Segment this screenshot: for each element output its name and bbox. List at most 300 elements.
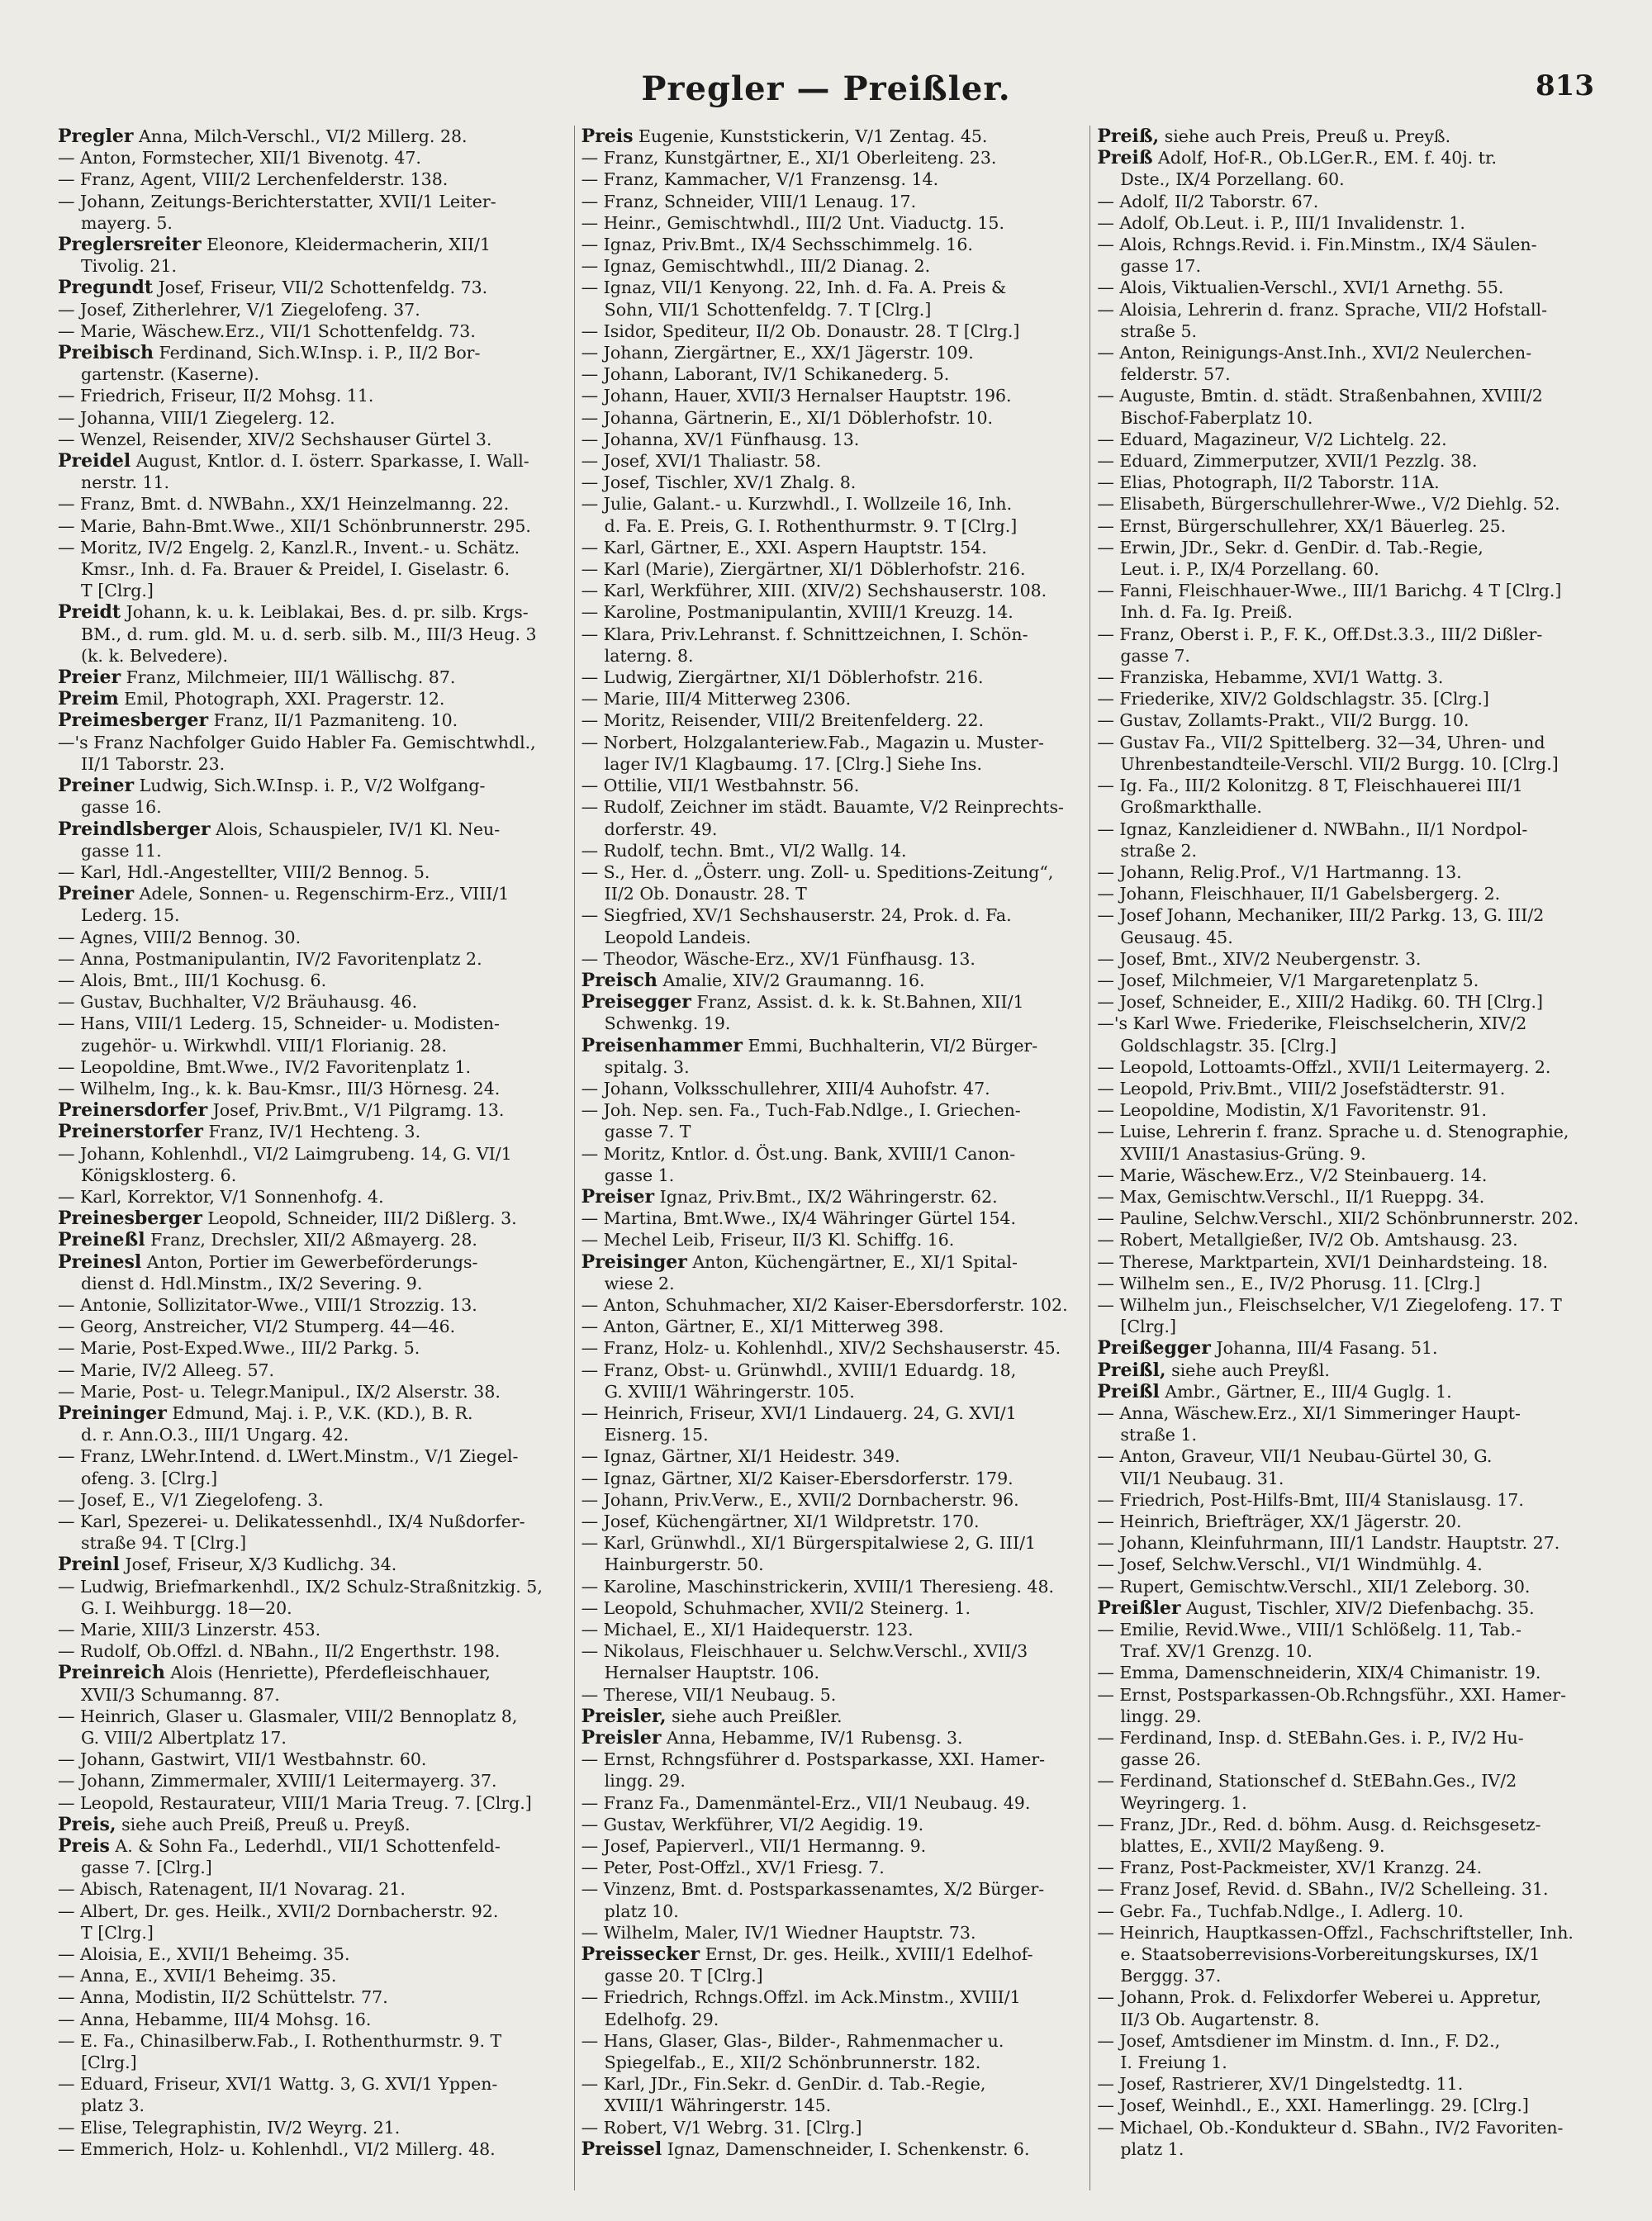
directory-entry-head bbox=[58, 667, 563, 688]
directory-entry-line bbox=[582, 753, 1079, 775]
entry-text: — Ignaz, Gärtner, XI/2 Kaiser-Ebersdorferstr. 179. bbox=[581, 1468, 1014, 1488]
directory-entry-line bbox=[58, 1445, 563, 1467]
entry-text: — Franz, Oberst i. P., F. K., Off.Dst.3.3., III/2 Dißler- bbox=[1097, 624, 1543, 644]
directory-entry-line bbox=[1097, 624, 1594, 645]
entry-text: — Franz, Kammacher, V/1 Franzensg. 14. bbox=[581, 169, 939, 190]
directory-entry-line bbox=[582, 601, 1079, 623]
surname-heading: Preinesberger bbox=[58, 1208, 202, 1230]
directory-entry-line bbox=[582, 515, 1079, 537]
entry-text: — Eduard, Friseur, XVI/1 Wattg. 3, G. XVI/1 Yppen- bbox=[58, 2074, 498, 2095]
directory-entry-head bbox=[1097, 1337, 1594, 1359]
entry-text: — Johann, Fleischhauer, II/1 Gabelsbergerg. 2. bbox=[1097, 884, 1501, 904]
entry-text: gasse 7. bbox=[1120, 645, 1190, 666]
entry-text: T [Clrg.] bbox=[81, 581, 154, 601]
entry-text: lingg. 29. bbox=[604, 1771, 686, 1792]
surname-heading: Preidel bbox=[58, 450, 131, 472]
entry-text: Eleonore, Kleidermacherin, XII/1 bbox=[201, 235, 491, 255]
entry-text: — Ig. Fa., III/2 Kolonitzg. 8 T, Fleischhauerei III/1 bbox=[1097, 776, 1523, 796]
entry-text: — Josef, Schneider, E., XIII/2 Hadikg. 60. TH [Clrg.] bbox=[1097, 992, 1543, 1013]
entry-text: Ignaz, Priv.Bmt., IX/2 Währingerstr. 62. bbox=[654, 1186, 998, 1207]
entry-text: — Anton, Schuhmacher, XI/2 Kaiser-Ebersdorferstr. 102. bbox=[581, 1294, 1068, 1315]
directory-entry-line bbox=[582, 2095, 1079, 2116]
directory-entry-line bbox=[582, 1445, 1079, 1467]
directory-entry-line bbox=[582, 1294, 1079, 1316]
directory-entry-line bbox=[1097, 861, 1594, 883]
entry-text: — Auguste, Bmtin. d. städt. Straßenbahnen, XVIII/2 bbox=[1097, 386, 1543, 406]
directory-entry-line bbox=[582, 1662, 1079, 1683]
directory-entry-line bbox=[582, 904, 1079, 926]
entry-text: — Pauline, Selchw.Verschl., XII/2 Schönbrunnerstr. 202. bbox=[1097, 1208, 1579, 1229]
directory-entry-head bbox=[58, 1554, 563, 1575]
entry-text: — Johann, Kleinfuhrmann, III/1 Landstr. Hauptstr. 27. bbox=[1097, 1533, 1560, 1554]
surname-heading: Pregundt bbox=[58, 277, 154, 299]
surname-heading: Preisler bbox=[581, 1727, 662, 1749]
directory-entry-line bbox=[582, 450, 1079, 472]
entry-text: G. XVIII/1 Währingerstr. 105. bbox=[604, 1381, 855, 1402]
entry-text: — Josef, XVI/1 Thaliastr. 58. bbox=[581, 451, 822, 472]
directory-entry-line bbox=[1097, 927, 1594, 948]
entry-text: — Johann, Kohlenhdl., VI/2 Laimgrubeng. 14, G. VI/1 bbox=[58, 1143, 512, 1164]
directory-entry-line bbox=[58, 2052, 563, 2073]
entry-text: — Johanna, Gärtnerin, E., XI/1 Döblerhofstr. 10. bbox=[581, 407, 994, 428]
directory-entry-head bbox=[58, 1229, 563, 1250]
entry-text: — Marie, Wäschew.Erz., VII/1 Schottenfeldg. 73. bbox=[58, 320, 476, 341]
entry-text: Anna, Hebamme, IV/1 Rubensg. 3. bbox=[661, 1728, 963, 1749]
directory-entry-line bbox=[582, 1749, 1079, 1770]
directory-entry-head bbox=[582, 1186, 1079, 1208]
entry-text: dienst d. Hdl.Minstm., IX/2 Severing. 9. bbox=[81, 1273, 423, 1293]
directory-entry-line bbox=[58, 1186, 563, 1208]
entry-text: — Ferdinand, Stationschef d. StEBahn.Ges., IV/2 bbox=[1097, 1771, 1517, 1792]
entry-text: wiese 2. bbox=[604, 1273, 675, 1293]
entry-text: — Wilhelm jun., Fleischselcher, V/1 Ziegelofeng. 17. T bbox=[1097, 1294, 1562, 1315]
entry-text: — S., Her. d. „Österr. ung. Zoll- u. Speditions-Zeitung“, bbox=[581, 861, 1054, 882]
directory-entry-line bbox=[1097, 1099, 1594, 1121]
entry-text: platz 3. bbox=[81, 2095, 145, 2116]
entry-text: — Franz, Kunstgärtner, E., XI/1 Oberleiteng. 23. bbox=[581, 148, 997, 168]
directory-entry-line bbox=[58, 407, 563, 429]
directory-entry-line bbox=[582, 363, 1079, 385]
directory-entry-head bbox=[58, 1835, 563, 1857]
entry-text: Amalie, XIV/2 Graumanng. 16. bbox=[657, 970, 925, 990]
directory-entry-head bbox=[1097, 1360, 1594, 1381]
directory-entry-line bbox=[582, 342, 1079, 363]
entry-text: — Karoline, Postmanipulantin, XVIII/1 Kreuzg. 14. bbox=[581, 602, 1014, 623]
entry-text: — Johann, Relig.Prof., V/1 Hartmanng. 13. bbox=[1097, 861, 1462, 882]
directory-entry-line bbox=[58, 1684, 563, 1706]
directory-entry-line bbox=[58, 1316, 563, 1337]
entry-text: — Moritz, Reisender, VIII/2 Breitenfelderg. 22. bbox=[581, 710, 985, 731]
entry-text: — Leopoldine, Modistin, X/1 Favoritenstr. 91. bbox=[1097, 1100, 1487, 1121]
entry-text: — Heinrich, Briefträger, XX/1 Jägerstr. 20. bbox=[1097, 1512, 1462, 1531]
entry-text: — Hans, VIII/1 Lederg. 15, Schneider- u. Modisten- bbox=[58, 1013, 500, 1034]
directory-entry-line bbox=[58, 796, 563, 818]
directory-entry-line bbox=[1097, 1662, 1594, 1683]
entry-text: gasse 20. T [Clrg.] bbox=[604, 1966, 763, 1986]
entry-text: — Josef Johann, Mechaniker, III/2 Parkg. 13, G. III/2 bbox=[1097, 905, 1545, 926]
directory-entry-line bbox=[582, 191, 1079, 212]
directory-entry-line bbox=[582, 429, 1079, 450]
entry-text: — Rudolf, Ob.Offzl. d. NBahn., II/2 Engerthstr. 198. bbox=[58, 1641, 501, 1662]
entry-text: — Leopold, Restaurateur, VIII/1 Maria Treug. 7. [Clrg.] bbox=[58, 1792, 532, 1813]
entry-text: Geusaug. 45. bbox=[1120, 927, 1233, 947]
directory-entry-line bbox=[1097, 1445, 1594, 1467]
directory-entry-line bbox=[1097, 234, 1594, 255]
directory-entry-line bbox=[1097, 1576, 1594, 1597]
directory-entry-line bbox=[1097, 493, 1594, 515]
running-head: Pregler — Preißler. bbox=[641, 69, 1011, 108]
entry-text: Tivolig. 21. bbox=[81, 256, 178, 277]
entry-text: straße 94. T [Clrg.] bbox=[81, 1533, 247, 1554]
entry-text: VII/1 Neubaug. 31. bbox=[1120, 1468, 1284, 1488]
surname-heading: Preis bbox=[58, 1835, 110, 1858]
entry-text: August, Kntlor. d. I. österr. Sparkasse, I. Wall- bbox=[131, 451, 529, 472]
entry-text: Traf. XV/1 Grenzg. 10. bbox=[1120, 1641, 1313, 1662]
directory-entry-line bbox=[1097, 2009, 1594, 2030]
directory-entry-line bbox=[58, 385, 563, 406]
entry-text: — Karl, JDr., Fin.Sekr. d. GenDir. d. Tab.-Regie, bbox=[581, 2074, 986, 2095]
entry-text: — Rupert, Gemischtw.Verschl., XII/1 Zeleborg. 30. bbox=[1097, 1576, 1531, 1597]
entry-text: Goldschlagstr. 35. [Clrg.] bbox=[1120, 1035, 1336, 1056]
directory-entry-line bbox=[58, 2138, 563, 2160]
directory-entry-line bbox=[1097, 1121, 1594, 1142]
directory-entry-line bbox=[1097, 472, 1594, 493]
entry-text: — Anton, Graveur, VII/1 Neubau-Gürtel 30, G. bbox=[1097, 1446, 1493, 1467]
directory-entry-line bbox=[582, 1468, 1079, 1489]
entry-text: — Marie, Post-Exped.Wwe., III/2 Parkg. 5. bbox=[58, 1338, 420, 1359]
directory-entry-line bbox=[582, 299, 1079, 320]
entry-text: I. Freiung 1. bbox=[1120, 2053, 1227, 2073]
directory-entry-line bbox=[1097, 320, 1594, 342]
directory-entry-line bbox=[58, 1013, 563, 1034]
entry-text: — Franz, Holz- u. Kohlenhdl., XIV/2 Sechshauserstr. 45. bbox=[581, 1338, 1061, 1359]
directory-entry-line bbox=[1097, 1554, 1594, 1575]
entry-text: — Josef, E., V/1 Ziegelofeng. 3. bbox=[58, 1489, 324, 1510]
directory-entry-line bbox=[582, 1489, 1079, 1511]
entry-text: — Friedrich, Rchngs.Offzl. im Ack.Minstm., XVIII/1 bbox=[581, 1987, 1021, 2008]
entry-text: — Franz, Obst- u. Grünwhdl., XVIII/1 Eduardg. 18, bbox=[581, 1360, 1017, 1380]
entry-text: — Josef, Weinhdl., E., XXI. Hamerlingg. 29. [Clrg.] bbox=[1097, 2095, 1529, 2116]
directory-entry-line bbox=[58, 1597, 563, 1619]
entry-text: — Ignaz, Priv.Bmt., IX/4 Sechsschimmelg. 16. bbox=[581, 235, 973, 255]
entry-text: — Julie, Galant.- u. Kurzwhdl., I. Wollzeile 16, Inh. bbox=[581, 494, 1013, 515]
entry-text: felderstr. 57. bbox=[1120, 364, 1231, 385]
directory-entry-head bbox=[58, 709, 563, 731]
directory-entry-line bbox=[1097, 255, 1594, 277]
surname-heading: Preidt bbox=[58, 601, 121, 624]
entry-text: Königsklosterg. 6. bbox=[81, 1165, 237, 1185]
entry-text: — Klara, Priv.Lehranst. f. Schnittzeichnen, I. Schön- bbox=[581, 624, 1028, 644]
directory-entry-line bbox=[1097, 1229, 1594, 1250]
directory-entry-line bbox=[1097, 1532, 1594, 1554]
entry-text: G. I. Weihburgg. 18—20. bbox=[81, 1597, 292, 1618]
entry-text: — Ignaz, VII/1 Kenyong. 22, Inh. d. Fa. A. Preis & bbox=[581, 278, 1007, 298]
entry-text: —'s Karl Wwe. Friederike, Fleischselcherin, XIV/2 bbox=[1097, 1013, 1527, 1034]
entry-text: dorferstr. 49. bbox=[604, 819, 718, 839]
entry-text: — Michael, Ob.-Kondukteur d. SBahn., IV/2 Favoriten- bbox=[1097, 2117, 1564, 2138]
entry-text: — Mechel Leib, Friseur, II/3 Kl. Schiffg. 16. bbox=[581, 1230, 955, 1250]
directory-entry-line bbox=[1097, 2052, 1594, 2073]
entry-text: XVIII/1 Währingerstr. 145. bbox=[604, 2095, 832, 2116]
entry-text: — Eduard, Magazineur, V/2 Lichtelg. 22. bbox=[1097, 429, 1447, 449]
entry-text: — Emilie, Revid.Wwe., VIII/1 Schlößelg. 11, Tab.- bbox=[1097, 1620, 1521, 1640]
directory-entry-line bbox=[582, 1922, 1079, 1943]
directory-entry-line bbox=[58, 1706, 563, 1727]
surname-heading: Preiß, bbox=[1097, 126, 1160, 147]
entry-text: — Robert, Metallgießer, IV/2 Ob. Amtshausg. 23. bbox=[1097, 1230, 1518, 1250]
directory-entry-line bbox=[1097, 515, 1594, 537]
surname-heading: Preinl bbox=[58, 1554, 120, 1576]
entry-text: — Aloisia, E., XVII/1 Beheimg. 35. bbox=[58, 1944, 350, 1965]
directory-entry-line bbox=[58, 558, 563, 580]
directory-entry-line bbox=[58, 2095, 563, 2116]
entry-text: — Franz, LWehr.Intend. d. LWert.Minstm., V/1 Ziegel- bbox=[58, 1446, 519, 1467]
directory-entry-head bbox=[58, 342, 563, 363]
directory-entry-line bbox=[58, 1878, 563, 1900]
directory-entry-head bbox=[582, 2138, 1079, 2160]
entry-text: — Therese, Marktpartein, XVI/1 Deinhardsteing. 18. bbox=[1097, 1251, 1548, 1272]
entry-text: — Siegfried, XV/1 Sechshauserstr. 24, Prok. d. Fa. bbox=[581, 905, 1012, 926]
directory-entry-line bbox=[58, 1273, 563, 1294]
entry-text: — Anton, Gärtner, E., XI/1 Mitterweg 398. bbox=[581, 1317, 944, 1337]
directory-entry-head bbox=[58, 883, 563, 904]
entry-text: — Leopoldine, Bmt.Wwe., IV/2 Favoritenplatz 1. bbox=[58, 1056, 472, 1077]
entry-text: — Ernst, Bürgerschullehrer, XX/1 Bäuerleg. 25. bbox=[1097, 515, 1507, 536]
entry-text: — Johann, Volksschullehrer, XIII/4 Auhofstr. 47. bbox=[581, 1078, 990, 1099]
surname-heading: Preißl, bbox=[1097, 1359, 1166, 1381]
entry-text: — Josef, Rastrierer, XV/1 Dingelstedtg. 11. bbox=[1097, 2074, 1464, 2095]
entry-text: — Emma, Damenschneiderin, XIX/4 Chimanistr. 19. bbox=[1097, 1663, 1541, 1683]
directory-entry-line bbox=[1097, 883, 1594, 904]
entry-text: — Ottilie, VII/1 Westbahnstr. 56. bbox=[581, 776, 860, 796]
entry-text: — Josef, Milchmeier, V/1 Margaretenplatz 5. bbox=[1097, 970, 1479, 990]
entry-text: Inh. d. Fa. Ig. Preiß. bbox=[1120, 602, 1293, 623]
surname-heading: Preim bbox=[58, 688, 119, 710]
entry-text: — Robert, V/1 Webrg. 31. [Clrg.] bbox=[581, 2117, 862, 2138]
entry-text: — Franziska, Hebamme, XVI/1 Wattg. 3. bbox=[1097, 667, 1444, 688]
entry-text: — Therese, VII/1 Neubaug. 5. bbox=[581, 1684, 837, 1705]
directory-entry-line bbox=[1097, 537, 1594, 558]
directory-entry-line bbox=[582, 385, 1079, 406]
entry-text: —'s Franz Nachfolger Guido Habler Fa. Gemischtwhdl., bbox=[58, 732, 536, 752]
directory-entry-line bbox=[1097, 1640, 1594, 1662]
entry-text: platz 10. bbox=[604, 1901, 679, 1921]
entry-text: — Adolf, II/2 Taborstr. 67. bbox=[1097, 191, 1319, 211]
entry-text: — Aloisia, Lehrerin d. franz. Sprache, VII/2 Hofstall- bbox=[1097, 299, 1548, 320]
directory-entry-line bbox=[582, 1640, 1079, 1662]
directory-entry-head bbox=[58, 1208, 563, 1229]
entry-text: Großmarkthalle. bbox=[1120, 797, 1262, 818]
directory-entry-head bbox=[58, 688, 563, 709]
surname-heading: Preibisch bbox=[58, 342, 154, 364]
surname-heading: Preinesl bbox=[58, 1250, 142, 1273]
entry-text: — Ignaz, Kanzleidiener d. NWBahn., II/1 Nordpol- bbox=[1097, 819, 1528, 839]
directory-entry-line bbox=[58, 1965, 563, 1986]
directory-entry-head bbox=[1097, 1381, 1594, 1402]
directory-entry-line bbox=[1097, 2030, 1594, 2052]
directory-entry-line bbox=[582, 1056, 1079, 1078]
entry-text: d. Fa. E. Preis, G. I. Rothenthurmstr. 9. T [Clrg.] bbox=[604, 515, 1018, 536]
entry-text: Weyringerg. 1. bbox=[1120, 1792, 1247, 1813]
entry-text: — Johann, Priv.Verw., E., XVII/2 Dornbacherstr. 96. bbox=[581, 1489, 1019, 1510]
directory-entry-line bbox=[1097, 1468, 1594, 1489]
entry-text: Alois (Henriette), Pferdefleischhauer, bbox=[164, 1663, 491, 1683]
entry-text: — Alois, Bmt., III/1 Kochusg. 6. bbox=[58, 970, 327, 990]
entry-text: — Emmerich, Holz- u. Kohlenhdl., VI/2 Millerg. 48. bbox=[58, 2138, 496, 2159]
entry-text: — Friedrich, Friseur, II/2 Mohsg. 11. bbox=[58, 386, 374, 406]
directory-entry-line bbox=[582, 1316, 1079, 1337]
directory-entry-line bbox=[1097, 1294, 1594, 1316]
entry-text: — Ludwig, Briefmarkenhdl., IX/2 Schulz-Straßnitzkig. 5, bbox=[58, 1576, 543, 1597]
directory-entry-line bbox=[58, 1922, 563, 1943]
directory-entry-head bbox=[58, 450, 563, 472]
entry-text: Johann, k. u. k. Leiblakai, Bes. d. pr. silb. Krgs- bbox=[121, 602, 529, 623]
directory-entry-line bbox=[58, 1056, 563, 1078]
surname-heading: Preiser bbox=[581, 1185, 655, 1208]
directory-entry-line bbox=[582, 1013, 1079, 1034]
page-number: 813 bbox=[1536, 69, 1594, 102]
entry-text: — Franz, Agent, VIII/2 Lerchenfelderstr. 138. bbox=[58, 169, 449, 190]
directory-entry-line bbox=[582, 234, 1079, 255]
directory-entry-line bbox=[58, 537, 563, 558]
directory-entry-line bbox=[1097, 991, 1594, 1013]
directory-entry-line bbox=[58, 472, 563, 493]
entry-text: straße 2. bbox=[1120, 840, 1198, 861]
directory-entry-line bbox=[1097, 1165, 1594, 1186]
directory-entry-line bbox=[1097, 1035, 1594, 1056]
directory-entry-head bbox=[582, 1943, 1079, 1965]
entry-text: — Johann, Prok. d. Felixdorfer Weberei u. Appretur, bbox=[1097, 1987, 1542, 2008]
directory-entry-line bbox=[58, 1619, 563, 1640]
entry-text: — Anna, Wäschew.Erz., XI/1 Simmeringer Haupt- bbox=[1097, 1402, 1521, 1423]
directory-entry-line bbox=[58, 1424, 563, 1445]
entry-text: laterng. 8. bbox=[604, 645, 694, 666]
directory-entry-head bbox=[582, 970, 1079, 991]
directory-entry-line bbox=[58, 645, 563, 667]
directory-entry-line bbox=[1097, 1857, 1594, 1878]
entry-text: — Josef, Küchengärtner, XI/1 Wildpretstr. 170. bbox=[581, 1512, 980, 1531]
directory-entry-line bbox=[1097, 1619, 1594, 1640]
directory-entry-line bbox=[58, 927, 563, 948]
entry-text: gasse 7. T bbox=[604, 1122, 691, 1142]
directory-entry-head bbox=[582, 1035, 1079, 1056]
directory-entry-line bbox=[1097, 709, 1594, 731]
entry-text: — Heinrich, Glaser u. Glasmaler, VIII/2 Bennoplatz 8, bbox=[58, 1706, 518, 1726]
surname-heading: Preisenhammer bbox=[581, 1034, 743, 1056]
directory-entry-line bbox=[1097, 645, 1594, 667]
directory-entry-line bbox=[582, 1986, 1079, 2008]
directory-entry-line bbox=[1097, 1727, 1594, 1749]
directory-entry-line bbox=[582, 1792, 1079, 1814]
entry-text: Josef, Friseur, VII/2 Schottenfeldg. 73. bbox=[153, 278, 488, 298]
directory-entry-line bbox=[582, 1424, 1079, 1445]
directory-entry-line bbox=[58, 861, 563, 883]
surname-heading: Preissel bbox=[581, 2138, 662, 2160]
directory-entry-line bbox=[582, 1901, 1079, 1922]
directory-entry-line bbox=[582, 212, 1079, 234]
directory-entry-line bbox=[582, 1381, 1079, 1402]
directory-entry-line bbox=[582, 775, 1079, 796]
entry-text: — Johanna, VIII/1 Ziegelerg. 12. bbox=[58, 407, 335, 428]
directory-entry-line bbox=[1097, 970, 1594, 991]
entry-text: Dste., IX/4 Porzellang. 60. bbox=[1120, 169, 1345, 190]
directory-entry-line bbox=[582, 558, 1079, 580]
entry-text: — Wilhelm, Ing., k. k. Bau-Kmsr., III/3 Hörnesg. 24. bbox=[58, 1078, 501, 1099]
entry-text: — Anna, Hebamme, III/4 Mohsg. 16. bbox=[58, 2009, 372, 2029]
entry-text: Edmund, Maj. i. P., V.K. (KD.), B. R. bbox=[166, 1402, 473, 1423]
entry-text: — Nikolaus, Fleischhauer u. Selchw.Verschl., XVII/3 bbox=[581, 1641, 1028, 1662]
entry-text: II/2 Ob. Donaustr. 28. T bbox=[604, 884, 807, 904]
directory-entry-line bbox=[58, 168, 563, 190]
entry-text: — Elisabeth, Bürgerschullehrer-Wwe., V/2 Diehlg. 52. bbox=[1097, 494, 1560, 515]
directory-entry-line bbox=[1097, 1402, 1594, 1424]
directory-entry-line bbox=[58, 1468, 563, 1489]
directory-entry-line bbox=[582, 1965, 1079, 1986]
entry-text: — Norbert, Holzgalanteriew.Fab., Magazin u. Muster- bbox=[581, 732, 1044, 752]
directory-entry-line bbox=[582, 1229, 1079, 1250]
directory-entry-line bbox=[582, 1878, 1079, 1900]
entry-text: — Anton, Formstecher, XII/1 Bivenotg. 47. bbox=[58, 148, 421, 168]
entry-text: siehe auch Preyßl. bbox=[1165, 1360, 1330, 1380]
entry-text: A. & Sohn Fa., Lederhdl., VII/1 Schottenfeld- bbox=[109, 1836, 501, 1857]
entry-text: — Isidor, Spediteur, II/2 Ob. Donaustr. 28. T [Clrg.] bbox=[581, 320, 1020, 341]
directory-entry-line bbox=[58, 320, 563, 342]
surname-heading: Preiner bbox=[58, 775, 135, 797]
directory-column-right bbox=[1089, 126, 1594, 2190]
entry-text: — Ferdinand, Insp. d. StEBahn.Ges. i. P., IV/2 Hu- bbox=[1097, 1728, 1524, 1749]
directory-entry-line bbox=[58, 1986, 563, 2008]
directory-entry-line bbox=[58, 1576, 563, 1597]
directory-entry-line bbox=[1097, 558, 1594, 580]
entry-text: — Luise, Lehrerin f. franz. Sprache u. d. Stenographie, bbox=[1097, 1122, 1569, 1142]
entry-text: T [Clrg.] bbox=[81, 1922, 154, 1943]
directory-entry-line bbox=[1097, 1814, 1594, 1835]
entry-text: — Heinrich, Friseur, XVI/1 Lindauerg. 24, G. XVI/1 bbox=[581, 1402, 1017, 1423]
entry-text: gasse 11. bbox=[81, 840, 162, 861]
directory-entry-line bbox=[582, 2073, 1079, 2095]
directory-entry-line bbox=[1097, 212, 1594, 234]
entry-text: — Karl, Gärtner, E., XXI. Aspern Hauptstr. 154. bbox=[581, 537, 987, 558]
directory-entry-line bbox=[582, 1208, 1079, 1229]
directory-entry-line bbox=[58, 2073, 563, 2095]
entry-text: Kmsr., Inh. d. Fa. Brauer & Preidel, I. Giselastr. 6. bbox=[81, 559, 510, 580]
entry-text: — Georg, Anstreicher, VI/2 Stumperg. 44—46. bbox=[58, 1317, 456, 1337]
entry-text: — Albert, Dr. ges. Heilk., XVII/2 Dornbacherstr. 92. bbox=[58, 1901, 499, 1921]
entry-text: Anton, Portier im Gewerbeförderungs- bbox=[141, 1251, 478, 1272]
directory-entry-line bbox=[58, 1381, 563, 1402]
directory-entry-line bbox=[582, 1078, 1079, 1099]
directory-entry-line bbox=[1097, 1878, 1594, 1900]
entry-text: Ignaz, Damenschneider, I. Schenkenstr. 6. bbox=[662, 2138, 1030, 2159]
entry-text: Leopold, Schneider, III/2 Dißlerg. 3. bbox=[202, 1208, 517, 1229]
entry-text: — Rudolf, techn. Bmt., VI/2 Wallg. 14. bbox=[581, 840, 907, 861]
entry-text: ofeng. 3. [Clrg.] bbox=[81, 1468, 218, 1488]
directory-entry-line bbox=[58, 1294, 563, 1316]
entry-text: lager IV/1 Klagbaumg. 17. [Clrg.] Siehe Ins. bbox=[604, 753, 982, 774]
entry-text: — Franz Fa., Damenmäntel-Erz., VII/1 Neubaug. 49. bbox=[581, 1792, 1031, 1813]
entry-text: — E. Fa., Chinasilberw.Fab., I. Rothenthurmstr. 9. T bbox=[58, 2030, 502, 2051]
surname-heading: Preisch bbox=[581, 969, 657, 991]
directory-entry-line bbox=[1097, 1251, 1594, 1273]
entry-text: II/3 Ob. Augartenstr. 8. bbox=[1120, 2009, 1320, 2029]
directory-entry-line bbox=[582, 1835, 1079, 1857]
directory-entry-line bbox=[58, 255, 563, 277]
entry-text: Sohn, VII/1 Schottenfeldg. 7. T [Clrg.] bbox=[604, 299, 932, 320]
entry-text: — Michael, E., XI/1 Haidequerstr. 123. bbox=[581, 1620, 914, 1640]
directory-entry-line bbox=[58, 2117, 563, 2138]
directory-entry-line bbox=[1097, 1511, 1594, 1532]
directory-entry-line bbox=[58, 580, 563, 601]
